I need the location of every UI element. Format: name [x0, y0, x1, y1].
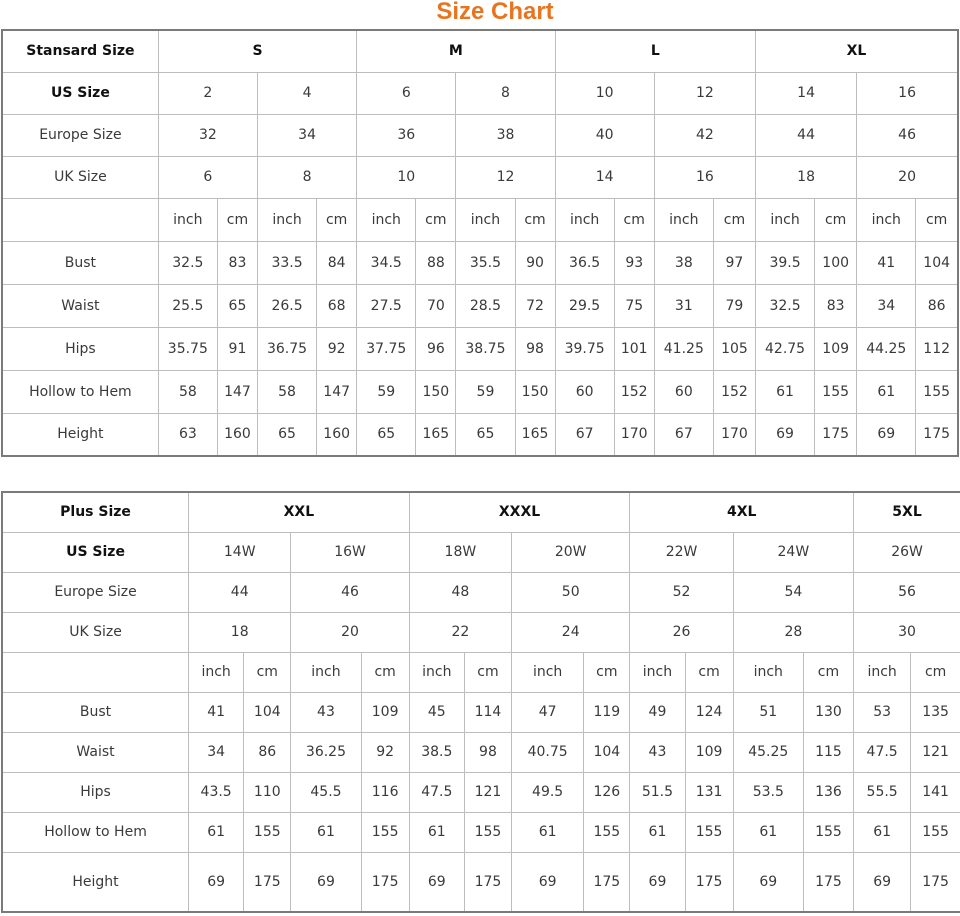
unit-label: inch	[291, 652, 361, 692]
cell: 59	[357, 370, 416, 413]
cell: 32	[158, 114, 257, 156]
us-size-row	[2, 532, 960, 572]
standard-size-table	[1, 29, 959, 457]
row-label: Europe Size	[2, 114, 158, 156]
unit-label: inch	[630, 652, 685, 692]
unit-label: inch	[555, 198, 614, 241]
cell: 38	[654, 241, 713, 284]
cell: 48	[409, 572, 511, 612]
row-label: UK Size	[2, 156, 158, 198]
uk-size-row	[2, 612, 960, 652]
height-row	[2, 852, 960, 912]
cell: 121	[911, 732, 960, 772]
cell: 160	[317, 413, 357, 456]
cell: 155	[244, 812, 291, 852]
cell: 51.5	[630, 772, 685, 812]
cell: 58	[257, 370, 316, 413]
row-label: Hips	[2, 327, 158, 370]
cell: 2	[158, 72, 257, 114]
unit-label: cm	[464, 652, 511, 692]
cell: 65	[217, 284, 257, 327]
cell: 175	[464, 852, 511, 912]
unit-label: inch	[357, 198, 416, 241]
unit-label: inch	[189, 652, 244, 692]
cell: 26.5	[257, 284, 316, 327]
cell: 69	[291, 852, 361, 912]
cell: 170	[614, 413, 654, 456]
cell: 34	[257, 114, 356, 156]
cell: 45.5	[291, 772, 361, 812]
row-label: Hollow to Hem	[2, 812, 189, 852]
size-header-row	[2, 492, 960, 532]
cell: 119	[584, 692, 630, 732]
cell: 4	[257, 72, 356, 114]
cell: 100	[815, 241, 857, 284]
cell: 38.5	[409, 732, 464, 772]
cell: 150	[515, 370, 555, 413]
unit-row-label	[2, 652, 189, 692]
unit-label: cm	[244, 652, 291, 692]
cell: 35.5	[456, 241, 515, 284]
cell: 83	[217, 241, 257, 284]
cell: 116	[361, 772, 409, 812]
unit-label: inch	[409, 652, 464, 692]
cell: 69	[630, 852, 685, 912]
page-title: Size Chart	[436, 0, 554, 25]
cell: 36	[357, 114, 456, 156]
cell: 101	[614, 327, 654, 370]
size-group-4xl: 4XL	[630, 492, 854, 532]
size-group-xl: XL	[756, 30, 959, 72]
unit-label: cm	[685, 652, 733, 692]
unit-label: inch	[654, 198, 713, 241]
cell: 65	[456, 413, 515, 456]
cell: 70	[416, 284, 456, 327]
cell: 44	[756, 114, 857, 156]
cell: 61	[854, 812, 911, 852]
cell: 47.5	[409, 772, 464, 812]
cell: 69	[189, 852, 244, 912]
cell: 38.75	[456, 327, 515, 370]
cell: 32.5	[158, 241, 217, 284]
cell: 104	[584, 732, 630, 772]
cell: 86	[244, 732, 291, 772]
cell: 155	[361, 812, 409, 852]
cell: 69	[854, 852, 911, 912]
cell: 37.75	[357, 327, 416, 370]
cell: 12	[654, 72, 755, 114]
cell: 155	[803, 812, 853, 852]
cell: 135	[911, 692, 960, 732]
unit-label: cm	[317, 198, 357, 241]
row-label: US Size	[2, 532, 189, 572]
cell: 61	[733, 812, 803, 852]
cell: 14	[756, 72, 857, 114]
unit-label: cm	[416, 198, 456, 241]
cell: 53	[854, 692, 911, 732]
unit-label: cm	[614, 198, 654, 241]
unit-label: cm	[217, 198, 257, 241]
cell: 165	[515, 413, 555, 456]
cell: 109	[361, 692, 409, 732]
cell: 10	[357, 156, 456, 198]
cell: 36.75	[257, 327, 316, 370]
unit-label: cm	[713, 198, 755, 241]
cell: 20W	[512, 532, 630, 572]
cell: 105	[713, 327, 755, 370]
waist-row	[2, 732, 960, 772]
cell: 49.5	[512, 772, 584, 812]
size-group-5xl: 5XL	[854, 492, 960, 532]
cell: 98	[464, 732, 511, 772]
cell: 58	[158, 370, 217, 413]
cell: 46	[291, 572, 409, 612]
cell: 18	[189, 612, 291, 652]
cell: 47.5	[854, 732, 911, 772]
row-label: Hips	[2, 772, 189, 812]
hips-row	[2, 327, 958, 370]
cell: 61	[189, 812, 244, 852]
cell: 56	[854, 572, 960, 612]
cell: 51	[733, 692, 803, 732]
unit-label: inch	[854, 652, 911, 692]
cell: 53.5	[733, 772, 803, 812]
cell: 61	[756, 370, 815, 413]
cell: 170	[713, 413, 755, 456]
cell: 175	[685, 852, 733, 912]
cell: 97	[713, 241, 755, 284]
waist-row	[2, 284, 958, 327]
cell: 175	[911, 852, 960, 912]
cell: 39.5	[756, 241, 815, 284]
cell: 109	[815, 327, 857, 370]
bust-row	[2, 241, 958, 284]
cell: 69	[857, 413, 916, 456]
cell: 83	[815, 284, 857, 327]
size-group-m: M	[357, 30, 555, 72]
cell: 92	[317, 327, 357, 370]
cell: 65	[357, 413, 416, 456]
cell: 124	[685, 692, 733, 732]
cell: 121	[464, 772, 511, 812]
cell: 60	[555, 370, 614, 413]
unit-label: inch	[257, 198, 316, 241]
cell: 131	[685, 772, 733, 812]
unit-label: cm	[815, 198, 857, 241]
cell: 31	[654, 284, 713, 327]
header-label: Stansard Size	[2, 30, 158, 72]
cell: 14	[555, 156, 654, 198]
cell: 155	[685, 812, 733, 852]
cell: 49	[630, 692, 685, 732]
cell: 175	[916, 413, 958, 456]
unit-label: cm	[803, 652, 853, 692]
cell: 44	[189, 572, 291, 612]
uk-size-row	[2, 156, 958, 198]
plus-size-table	[1, 491, 960, 913]
hollow-to-hem-row	[2, 370, 958, 413]
unit-label: cm	[584, 652, 630, 692]
cell: 45	[409, 692, 464, 732]
hips-row	[2, 772, 960, 812]
unit-row-label	[2, 198, 158, 241]
cell: 22W	[630, 532, 733, 572]
cell: 150	[416, 370, 456, 413]
cell: 20	[857, 156, 958, 198]
cell: 14W	[189, 532, 291, 572]
cell: 29.5	[555, 284, 614, 327]
cell: 147	[217, 370, 257, 413]
unit-row	[2, 198, 958, 241]
europe-size-row	[2, 572, 960, 612]
cell: 160	[217, 413, 257, 456]
cell: 112	[916, 327, 958, 370]
cell: 26W	[854, 532, 960, 572]
cell: 50	[512, 572, 630, 612]
cell: 96	[416, 327, 456, 370]
cell: 155	[464, 812, 511, 852]
cell: 155	[911, 812, 960, 852]
cell: 38	[456, 114, 555, 156]
cell: 27.5	[357, 284, 416, 327]
cell: 75	[614, 284, 654, 327]
unit-label: inch	[756, 198, 815, 241]
cell: 109	[685, 732, 733, 772]
cell: 65	[257, 413, 316, 456]
header-label: Plus Size	[2, 492, 189, 532]
row-label: Europe Size	[2, 572, 189, 612]
row-label: Waist	[2, 732, 189, 772]
cell: 155	[815, 370, 857, 413]
cell: 110	[244, 772, 291, 812]
cell: 30	[854, 612, 960, 652]
height-row	[2, 413, 958, 456]
cell: 35.75	[158, 327, 217, 370]
unit-label: inch	[456, 198, 515, 241]
cell: 16	[654, 156, 755, 198]
cell: 67	[555, 413, 614, 456]
size-group-l: L	[555, 30, 755, 72]
cell: 104	[916, 241, 958, 284]
cell: 41	[857, 241, 916, 284]
cell: 43	[291, 692, 361, 732]
cell: 34.5	[357, 241, 416, 284]
cell: 175	[815, 413, 857, 456]
size-group-s: S	[158, 30, 356, 72]
cell: 61	[409, 812, 464, 852]
cell: 63	[158, 413, 217, 456]
cell: 165	[416, 413, 456, 456]
cell: 67	[654, 413, 713, 456]
cell: 92	[361, 732, 409, 772]
cell: 175	[803, 852, 853, 912]
cell: 41	[189, 692, 244, 732]
europe-size-row	[2, 114, 958, 156]
cell: 34	[189, 732, 244, 772]
cell: 55.5	[854, 772, 911, 812]
row-label: UK Size	[2, 612, 189, 652]
cell: 93	[614, 241, 654, 284]
cell: 59	[456, 370, 515, 413]
cell: 8	[456, 72, 555, 114]
cell: 42.75	[756, 327, 815, 370]
unit-label: cm	[911, 652, 960, 692]
cell: 61	[857, 370, 916, 413]
cell: 155	[916, 370, 958, 413]
unit-label: cm	[361, 652, 409, 692]
cell: 6	[158, 156, 257, 198]
cell: 42	[654, 114, 755, 156]
unit-label: cm	[515, 198, 555, 241]
cell: 54	[733, 572, 853, 612]
cell: 90	[515, 241, 555, 284]
unit-label: inch	[733, 652, 803, 692]
cell: 141	[911, 772, 960, 812]
cell: 24W	[733, 532, 853, 572]
cell: 152	[614, 370, 654, 413]
cell: 175	[584, 852, 630, 912]
unit-label: inch	[857, 198, 916, 241]
cell: 175	[361, 852, 409, 912]
cell: 69	[733, 852, 803, 912]
cell: 43.5	[189, 772, 244, 812]
cell: 18	[756, 156, 857, 198]
cell: 40.75	[512, 732, 584, 772]
cell: 20	[291, 612, 409, 652]
cell: 24	[512, 612, 630, 652]
cell: 32.5	[756, 284, 815, 327]
cell: 52	[630, 572, 733, 612]
row-label: US Size	[2, 72, 158, 114]
cell: 84	[317, 241, 357, 284]
cell: 68	[317, 284, 357, 327]
unit-label: inch	[512, 652, 584, 692]
cell: 69	[512, 852, 584, 912]
cell: 8	[257, 156, 356, 198]
cell: 16W	[291, 532, 409, 572]
cell: 114	[464, 692, 511, 732]
cell: 26	[630, 612, 733, 652]
cell: 28.5	[456, 284, 515, 327]
cell: 40	[555, 114, 654, 156]
unit-label: inch	[158, 198, 217, 241]
cell: 130	[803, 692, 853, 732]
cell: 36.5	[555, 241, 614, 284]
cell: 152	[713, 370, 755, 413]
row-label: Bust	[2, 692, 189, 732]
size-group-xxxl: XXXL	[409, 492, 630, 532]
cell: 79	[713, 284, 755, 327]
cell: 136	[803, 772, 853, 812]
size-group-xxl: XXL	[189, 492, 410, 532]
us-size-row	[2, 72, 958, 114]
cell: 41.25	[654, 327, 713, 370]
cell: 155	[584, 812, 630, 852]
cell: 69	[409, 852, 464, 912]
size-header-row	[2, 30, 958, 72]
cell: 44.25	[857, 327, 916, 370]
cell: 28	[733, 612, 853, 652]
cell: 12	[456, 156, 555, 198]
cell: 88	[416, 241, 456, 284]
cell: 46	[857, 114, 958, 156]
cell: 45.25	[733, 732, 803, 772]
row-label: Height	[2, 852, 189, 912]
cell: 61	[512, 812, 584, 852]
cell: 34	[857, 284, 916, 327]
cell: 147	[317, 370, 357, 413]
cell: 16	[857, 72, 958, 114]
cell: 39.75	[555, 327, 614, 370]
cell: 115	[803, 732, 853, 772]
cell: 60	[654, 370, 713, 413]
cell: 61	[630, 812, 685, 852]
row-label: Hollow to Hem	[2, 370, 158, 413]
cell: 10	[555, 72, 654, 114]
hollow-to-hem-row	[2, 812, 960, 852]
cell: 36.25	[291, 732, 361, 772]
cell: 104	[244, 692, 291, 732]
row-label: Height	[2, 413, 158, 456]
cell: 6	[357, 72, 456, 114]
cell: 22	[409, 612, 511, 652]
row-label: Waist	[2, 284, 158, 327]
cell: 175	[244, 852, 291, 912]
cell: 18W	[409, 532, 511, 572]
cell: 69	[756, 413, 815, 456]
cell: 98	[515, 327, 555, 370]
cell: 126	[584, 772, 630, 812]
row-label: Bust	[2, 241, 158, 284]
cell: 72	[515, 284, 555, 327]
unit-row	[2, 652, 960, 692]
cell: 25.5	[158, 284, 217, 327]
cell: 33.5	[257, 241, 316, 284]
unit-label: cm	[916, 198, 958, 241]
cell: 91	[217, 327, 257, 370]
cell: 61	[291, 812, 361, 852]
cell: 47	[512, 692, 584, 732]
cell: 86	[916, 284, 958, 327]
cell: 43	[630, 732, 685, 772]
bust-row	[2, 692, 960, 732]
